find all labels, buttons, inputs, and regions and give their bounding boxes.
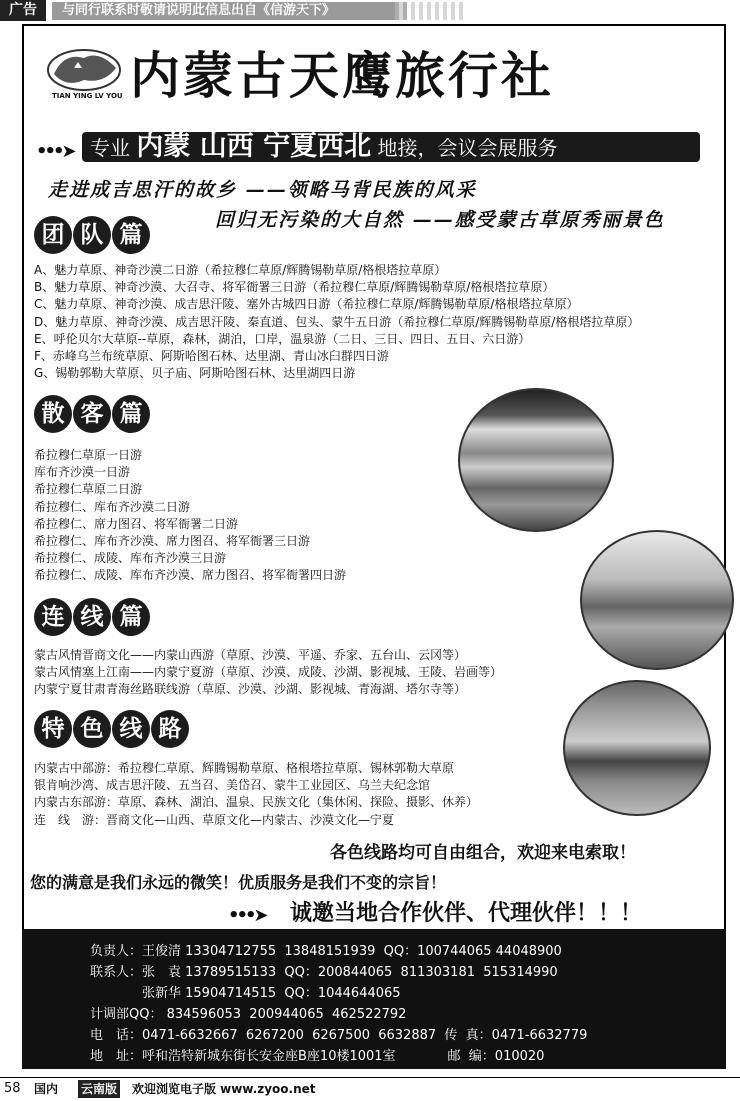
- list-item: 蒙古风情晋商文化——内蒙山西游（草原、沙漠、平遥、乔家、五台山、云冈等）: [34, 648, 467, 662]
- section-title-group: 团 队 篇: [34, 216, 150, 254]
- notice-bar: 与同行联系时敬请说明此信息出自《信游天下》: [52, 2, 407, 20]
- list-item: 希拉穆仁草原二日游: [34, 482, 143, 497]
- arrow-icon: •••➤: [36, 141, 74, 162]
- arrow-icon: •••➤: [228, 905, 266, 926]
- list-item: 银肯响沙湾、成吉思汗陵、五当召、美岱召、蒙牛工业园区、乌兰夫纪念馆: [34, 778, 431, 793]
- list-item: C、魅力草原、神奇沙漠、成吉思汗陵、塞外古城四日游（希拉穆仁草原/辉腾锡勒草原/格根塔拉草原）: [34, 297, 579, 312]
- list-item: 希拉穆仁、成陵、库布齐沙漠三日游: [34, 551, 227, 566]
- list-item: 希拉穆仁、席力图召、将军衙署二日游: [34, 516, 239, 531]
- contact-person-2: 张新华 15904714515 QQ：1044644065: [90, 986, 401, 1001]
- list-item: 库布齐沙漠一日游: [34, 465, 131, 480]
- ad-tag: 广告: [0, 0, 46, 21]
- footer-region: 国内: [34, 1082, 59, 1096]
- contact-manager: 负责人：王俊清 13304712755 13848151939 QQ：100744065 44048900: [90, 944, 562, 959]
- banner-prefix: 专业: [90, 136, 130, 160]
- contact-person: 联系人：张 袁 13789515133 QQ：200844065 811303181 515314990: [90, 965, 558, 980]
- footer-edition: 云南版: [78, 1080, 120, 1098]
- individual-tour-list: [34, 447, 346, 585]
- footer-website[interactable]: 欢迎浏览电子版 www.zyoo.net: [132, 1082, 316, 1096]
- slogan-2: 回归无污染的大自然 ——感受蒙古草原秀丽景色: [215, 209, 665, 231]
- list-item: G、锡勒郭勒大草原、贝子庙、阿斯哈图石林、达里湖四日游: [34, 366, 356, 381]
- logo-text: TIAN YING LV YOU: [52, 92, 123, 100]
- section-title-linked: 连 线 篇: [34, 598, 150, 636]
- page-footer: [0, 1077, 740, 1101]
- dancers-photo: [580, 530, 734, 670]
- section-title-individual: 散 客 篇: [34, 395, 150, 433]
- slogan-1: 走进成吉思汗的故乡 ——领略马背民族的风采: [48, 179, 477, 201]
- section-title-special: 特 色 线 路: [34, 710, 189, 748]
- list-item: 希拉穆仁草原一日游: [34, 448, 143, 462]
- list-item: A、魅力草原、神奇沙漠二日游（希拉穆仁草原/辉腾锡勒草原/格根塔拉草原）: [34, 263, 447, 277]
- list-item: B、魅力草原、神奇沙漠、大召寺、将军衙署三日游（希拉穆仁草原/辉腾锡勒草原/格根塔拉草原）: [34, 280, 555, 295]
- service-motto: 您的满意是我们永远的微笑！优质服务是我们不变的宗旨！: [30, 873, 447, 892]
- special-tour-list: [34, 760, 478, 829]
- contact-block: [22, 929, 726, 1069]
- partner-invite: 诚邀当地合作伙伴、代理伙伴！！！: [290, 900, 643, 926]
- banner-regions: 内蒙 山西 宁夏西北: [136, 131, 372, 162]
- list-item: D、魅力草原、神奇沙漠、成吉思汗陵、秦直道、包头、蒙牛五日游（希拉穆仁草原/辉腾锡勒草原/格根塔拉草原）: [34, 314, 640, 329]
- contact-phone: 电 话：0471-6632667 6267200 6267500 6632887 传 真：0471-6632779: [90, 1028, 588, 1043]
- linked-tour-list: [34, 647, 502, 699]
- list-item: 希拉穆仁、库布齐沙漠、席力图召、将军衙署三日游: [34, 534, 311, 549]
- page-number: 58: [4, 1081, 21, 1096]
- list-item: 连 线 游：晋商文化—山西、草原文化—内蒙古、沙漠文化—宁夏: [34, 812, 395, 827]
- combo-note: 各色线路均可自由组合，欢迎来电索取！: [330, 843, 636, 863]
- list-item: F、赤峰乌兰布统草原、阿斯哈图石林、达里湖、青山冰臼群四日游: [34, 349, 389, 364]
- contact-address: 地 址：呼和浩特新城东街长安金座B座10楼1001室 邮 编：010020: [90, 1049, 545, 1064]
- company-logo: [44, 44, 124, 112]
- mausoleum-photo: [563, 680, 711, 816]
- list-item: 希拉穆仁、成陵、库布齐沙漠、席力图召、将军衙署四日游: [34, 568, 347, 583]
- list-item: 内蒙宁夏甘肃青海丝路联线游（草原、沙漠、沙湖、影视城、青海湖、塔尔寺等）: [34, 682, 467, 697]
- list-item: 蒙古风情塞上江南——内蒙宁夏游（草原、沙漠、成陵、沙湖、影视城、王陵、岩画等）: [34, 665, 503, 680]
- list-item: 希拉穆仁、库布齐沙漠二日游: [34, 499, 191, 514]
- checker-decoration: [395, 2, 465, 20]
- list-item: 内蒙古东部游：草原、森林、湖泊、温泉、民族文化（集休闲、探险、摄影、休养）: [34, 795, 479, 810]
- list-item: 内蒙古中部游：希拉穆仁草原、辉腾锡勒草原、格根塔拉草原、锡林郭勒大草原: [34, 761, 455, 775]
- list-item: E、呼伦贝尔大草原--草原，森林，湖泊，口岸，温泉游（二日、三日、四日、五日、六日游）: [34, 331, 531, 346]
- banner-suffix: 地接，会议会展服务: [377, 136, 558, 160]
- grassland-yurt-photo: [458, 388, 614, 532]
- company-name: 内蒙古天鹰旅行社: [130, 46, 554, 105]
- service-banner: [82, 132, 700, 162]
- contact-dispatch-qq: 计调部QQ： 834596053 200944065 462522792: [90, 1007, 407, 1022]
- group-tour-list: [34, 262, 639, 382]
